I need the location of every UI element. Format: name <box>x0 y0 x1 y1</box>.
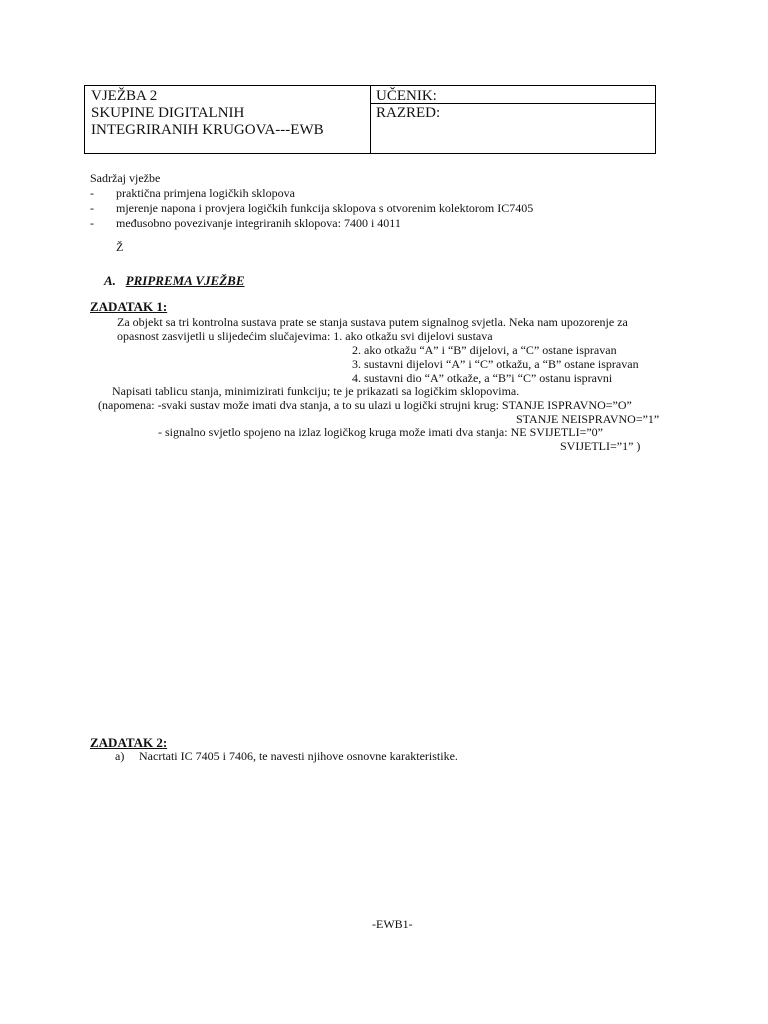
exercise-title-line-1: SKUPINE DIGITALNIH <box>91 105 245 121</box>
exercise-title-line-2: INTEGRIRANIH KRUGOVA---EWB <box>91 122 324 138</box>
header-table <box>84 85 656 154</box>
task1-case: 2. ako otkažu “A” i “B” dijelovi, a “C” ostane ispravan <box>352 343 617 357</box>
student-label: UČENIK: <box>376 88 437 104</box>
task1-case: 3. sustavni dijelovi “A” i “C” otkažu, a “B” ostane ispravan <box>352 357 639 371</box>
bullet-dash: - <box>90 216 94 230</box>
contents-item: mjerenje napona i provjera logičkih funkcija sklopova s otvorenim kolektorom IC7405 <box>116 201 534 215</box>
task1-note: STANJE NEISPRAVNO=”1” <box>516 412 660 426</box>
task1-line: opasnost zasvijetli u slijedećim slučajevima: 1. ako otkažu svi dijelovi sustava <box>117 329 493 343</box>
section-a-title: PRIPREMA VJEŽBE <box>125 273 245 288</box>
bullet-dash: - <box>90 201 94 215</box>
class-label: RAZRED: <box>376 105 441 121</box>
contents-item: međusobno povezivanje integriranih sklopova: 7400 i 4011 <box>116 216 401 230</box>
task1-line: Za objekt sa tri kontrolna sustava prate se stanja sustava putem signalnog svjetla. Neka nam upozorenje za <box>117 315 628 329</box>
task1-heading: ZADATAK 1: <box>90 299 168 314</box>
task1-note: - signalno svjetlo spojeno na izlaz logičkog kruga može imati dva stanja: NE SVIJETLI=”0” <box>158 425 603 439</box>
section-a-letter: A. <box>104 273 116 288</box>
section-a-heading <box>104 273 245 289</box>
contents-title: Sadržaj vježbe <box>90 171 161 185</box>
stray-character: Ž <box>116 240 124 254</box>
bullet-dash: - <box>90 186 94 200</box>
task1-instruction: Napisati tablicu stanja, minimizirati funkciju; te je prikazati sa logičkim sklopovima. <box>112 384 520 398</box>
task2-item-marker: a) <box>115 749 125 763</box>
task2-heading: ZADATAK 2: <box>90 735 168 750</box>
task1-case: 4. sustavni dio “A” otkaže, a “B”i “C” ostanu ispravni <box>352 371 613 385</box>
header-divider-vertical <box>370 86 371 153</box>
task1-note: (napomena: -svaki sustav može imati dva stanja, a to su ulazi u logički strujni krug: STANJE ISPRAVNO=”O” <box>98 398 632 412</box>
exercise-number: VJEŽBA 2 <box>91 88 158 104</box>
task2-item-text: Nacrtati IC 7405 i 7406, te navesti njihove osnovne karakteristike. <box>139 749 458 763</box>
page-footer: -EWB1- <box>372 917 413 931</box>
task1-note: SVIJETLI=”1” ) <box>560 439 641 453</box>
contents-item: praktična primjena logičkih sklopova <box>116 186 295 200</box>
